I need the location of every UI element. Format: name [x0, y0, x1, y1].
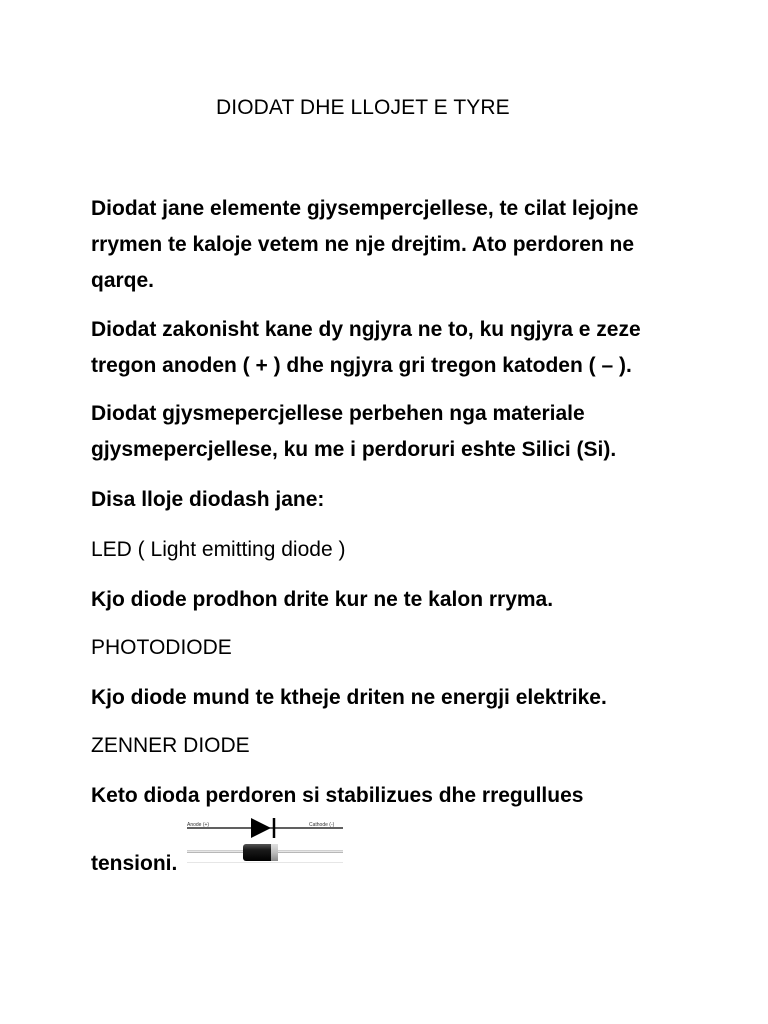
anode-label: Anode (+) — [187, 822, 210, 828]
document-title: DIODAT DHE LLOJET E TYRE — [216, 96, 510, 119]
cathode-band — [271, 844, 278, 861]
photodiode-description: Kjo diode mund te ktheje driten ne energji elektrike. — [91, 686, 607, 709]
diode-reflection — [187, 862, 343, 863]
photodiode-heading: PHOTODIODE — [91, 636, 232, 659]
paragraph-materials — [91, 396, 691, 468]
zenner-description-line1: Keto dioda perdoren si stabilizues dhe rregullues — [91, 784, 584, 807]
cathode-label: Cathode (-) — [309, 822, 335, 828]
paragraph-intro — [91, 191, 691, 299]
paragraph-line: gjysmepercjellese, ku me i perdoruri eshte Silici (Si). — [91, 438, 617, 461]
paragraph-line: Diodat zakonisht kane dy ngjyra ne to, ku ngjyra e zeze — [91, 318, 641, 341]
diode-illustration — [185, 815, 345, 875]
paragraph-line: qarqe. — [91, 269, 155, 292]
paragraph-line: tregon anoden ( + ) dhe ngjyra gri tregon katoden ( – ). — [91, 354, 632, 377]
paragraph-line: rrymen te kaloje vetem ne nje drejtim. Ato perdoren ne — [91, 233, 635, 256]
led-heading: LED ( Light emitting diode ) — [91, 538, 346, 561]
diode-triangle-icon — [251, 818, 271, 838]
diode-figure — [185, 815, 345, 875]
led-description: Kjo diode prodhon drite kur ne te kalon rryma. — [91, 588, 554, 611]
paragraph-line: Diodat jane elemente gjysempercjellese, te cilat lejojne — [91, 197, 639, 220]
paragraph-colors — [91, 312, 691, 384]
zenner-heading: ZENNER DIODE — [91, 734, 250, 757]
types-intro: Disa lloje diodash jane: — [91, 488, 325, 511]
paragraph-line: Diodat gjysmepercjellese perbehen nga materiale — [91, 402, 585, 425]
zenner-description-line2: tensioni. — [91, 852, 178, 875]
